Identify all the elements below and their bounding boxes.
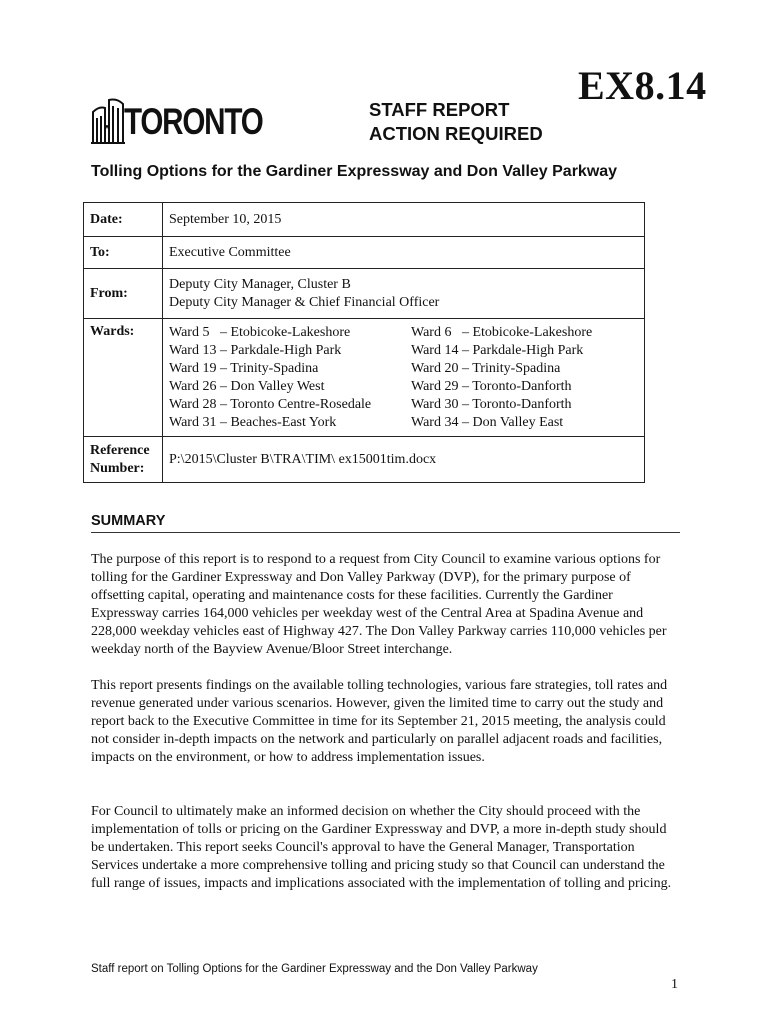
reference-label-line-2: Number: — [90, 460, 145, 476]
reference-value: P:\2015\Cluster B\TRA\TIM\ ex15001tim.docx — [163, 437, 645, 483]
summary-paragraph-2: This report presents findings on the available tolling technologies, various fare strategies, toll rates and revenue generated under various scenarios. However, given the limited time to carry out the study and report back to the Executive Committee in time for its September 21, 2015 meeting, the analysis could not consider in-depth impacts on the network and particularly on parallel adjacent roads and facilities, impacts on the environment, or how to address implementation issues. — [91, 678, 668, 765]
ward-item: Ward 29 – Toronto-Danforth — [411, 378, 572, 394]
wards-label: Wards: — [84, 319, 163, 437]
wards-row — [84, 319, 645, 437]
reference-label — [84, 437, 163, 483]
from-value — [163, 269, 645, 319]
report-type-line-2: ACTION REQUIRED — [369, 123, 543, 144]
ward-item: Ward 34 – Don Valley East — [411, 414, 564, 430]
date-label: Date: — [84, 203, 163, 237]
report-title: Tolling Options for the Gardiner Expressway and Don Valley Parkway — [91, 163, 618, 180]
to-row — [84, 237, 645, 269]
from-line-2: Deputy City Manager & Chief Financial Officer — [169, 294, 440, 310]
ward-item: Ward 30 – Toronto-Danforth — [411, 396, 572, 412]
date-row — [84, 203, 645, 237]
to-label: To: — [84, 237, 163, 269]
ward-item: Ward 5 – Etobicoke-Lakeshore — [169, 324, 351, 340]
ward-item: Ward 20 – Trinity-Spadina — [411, 360, 561, 376]
ward-item: Ward 31 – Beaches-East York — [169, 414, 337, 430]
report-info-table — [83, 202, 645, 483]
wards-list — [169, 320, 644, 436]
from-row — [84, 269, 645, 319]
ward-item: Ward 26 – Don Valley West — [169, 378, 325, 394]
summary-paragraph-3: For Council to ultimately make an informed decision on whether the City should proceed with the implementation of tolls or pricing on the Gardiner Expressway and DVP, a more in-depth study should be undertaken. This report seeks Council's approval to have the General Manager, Transportation Services undertake a more comprehensive tolling and pricing study so that Council can understand the full range of issues, impacts and implications associated with the implementation of tolling and pricing. — [91, 804, 672, 891]
from-line-1: Deputy City Manager, Cluster B — [169, 276, 351, 292]
page-footer: Staff report on Tolling Options for the Gardiner Expressway and the Don Valley Parkway — [91, 963, 538, 975]
summary-divider — [91, 532, 680, 533]
to-value: Executive Committee — [163, 237, 645, 269]
summary-paragraph-1: The purpose of this report is to respond to a request from City Council to examine various options for tolling for the Gardiner Expressway and Don Valley Parkway (DVP), for the primary purpose of offsetting capital, operating and maintenance costs for these facilities. Currently the Gardiner Expressway carries 164,000 vehicles per weekday west of the Central Area at Spadina Avenue and 228,000 weekday vehicles east of Highway 427. The Don Valley Parkway carries 110,000 vehicles per weekday north of the Bayview Avenue/Bloor Street interchange. — [91, 552, 667, 657]
ward-item: Ward 6 – Etobicoke-Lakeshore — [411, 324, 593, 340]
from-label: From: — [84, 269, 163, 319]
ward-item: Ward 13 – Parkdale-High Park — [169, 342, 342, 358]
report-type-line-1: STAFF REPORT — [369, 99, 510, 120]
ward-item: Ward 28 – Toronto Centre-Rosedale — [169, 396, 372, 412]
city-hall-icon — [90, 96, 126, 144]
report-reference-code: EX8.14 — [578, 63, 707, 108]
reference-row — [84, 437, 645, 483]
wards-value — [163, 319, 645, 437]
page-number: 1 — [671, 977, 678, 992]
ward-item: Ward 14 – Parkdale-High Park — [411, 342, 584, 358]
date-value: September 10, 2015 — [163, 203, 645, 237]
toronto-logo — [90, 96, 263, 148]
logo-wordmark: TORONTO — [124, 101, 263, 142]
reference-label-line-1: Reference — [90, 442, 150, 458]
ward-item: Ward 19 – Trinity-Spadina — [169, 360, 319, 376]
summary-heading: SUMMARY — [91, 513, 166, 529]
